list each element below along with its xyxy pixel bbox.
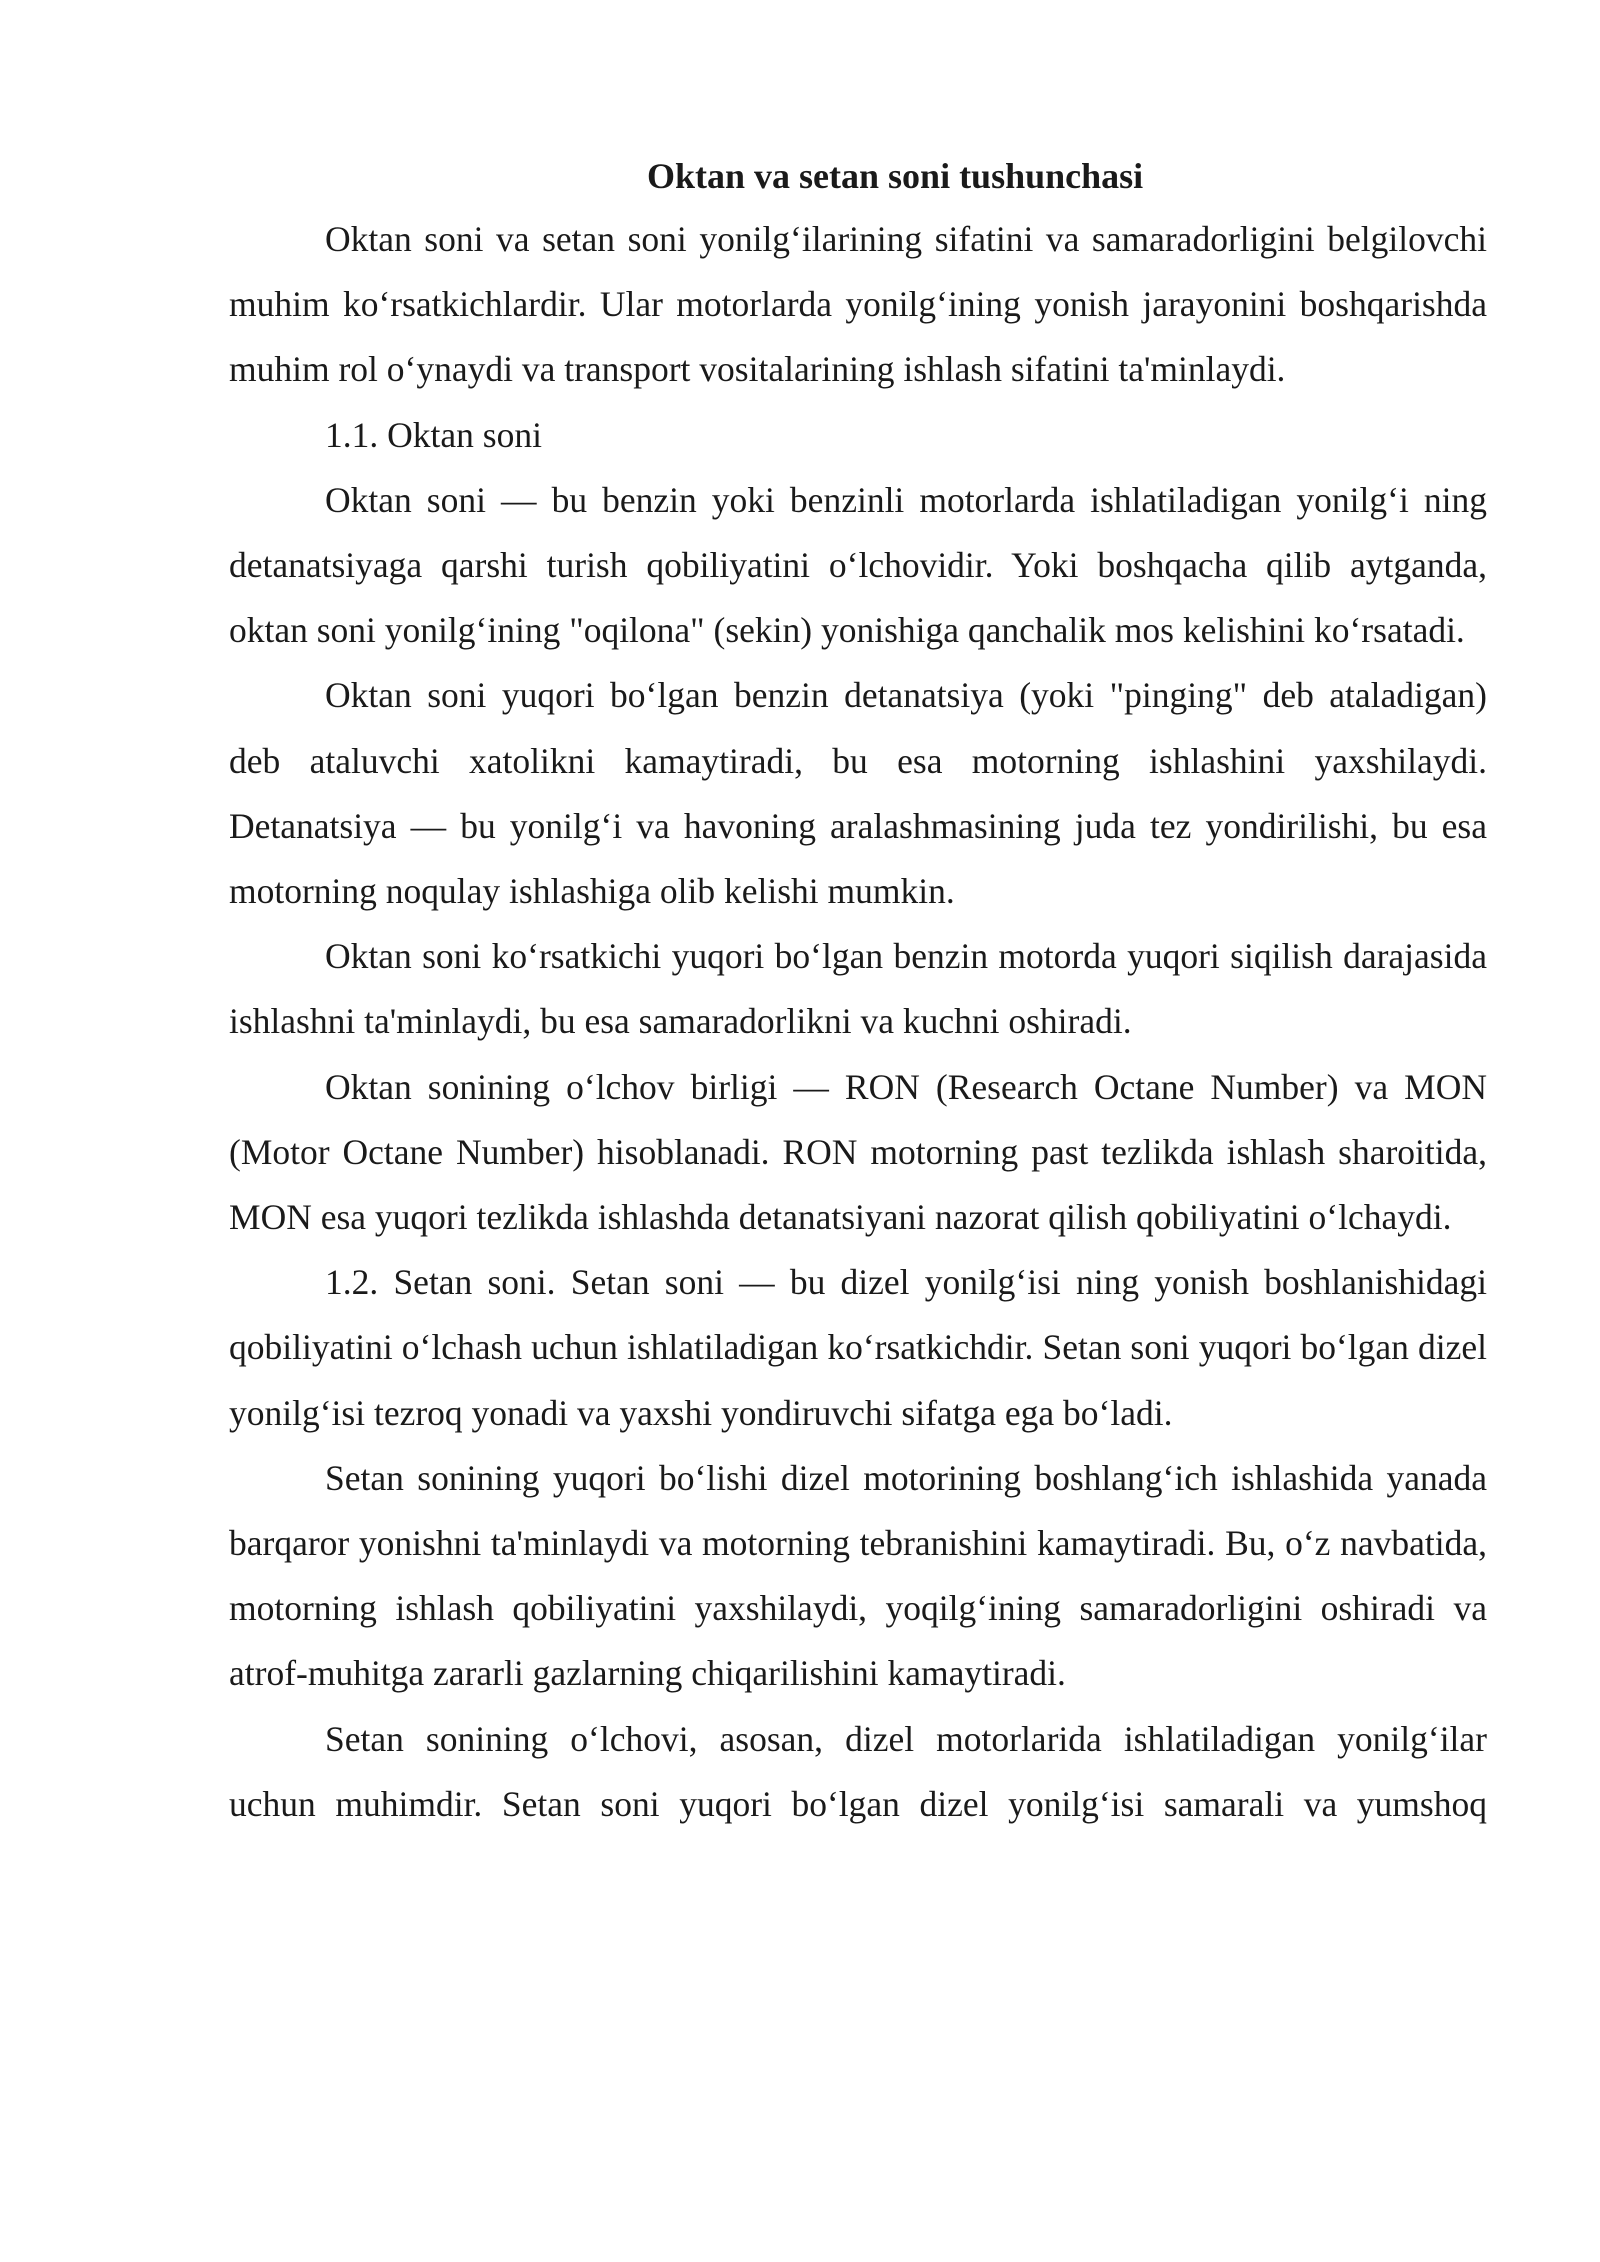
paragraph-oktan-detonation: Oktan soni yuqori bo‘lgan benzin detanatsiya (yoki "pinging" deb ataladigan) deb ataluvchi xatolikni kamaytiradi, bu esa motorning ishlashini yaxshilaydi. Detanatsiya — bu yonilg‘i va havoning aralashmasining juda tez yondirilishi, bu esa motorning noqulay ishlashiga olib kelishi mumkin. [229, 675, 1487, 912]
paragraph-oktan-definition: Oktan soni — bu benzin yoki benzinli motorlarda ishlatiladigan yonilg‘i ning detanatsiyaga qarshi turish qobiliyatini o‘lchovidir. Yoki boshqacha qilib aytganda, oktan soni yonilg‘ining "oqilona" (sekin) yonishiga qanchalik mos kelishini ko‘rsatadi. [229, 479, 1487, 651]
paragraph-oktan-units: Oktan sonining o‘lchov birligi — RON (Research Octane Number) va MON (Motor Octane Number) hisoblanadi. RON motorning past tezlikda ishlash sharoitida, MON esa yuqori tezlikda ishlashda detanatsiyani nazorat qilish qobiliyatini o‘lchaydi. [229, 1066, 1487, 1238]
paragraph-oktan-compression: Oktan soni ko‘rsatkichi yuqori bo‘lgan benzin motorda yuqori siqilish darajasida ishlashni ta'minlaydi, bu esa samaradorlikni va kuchni oshiradi. [229, 936, 1487, 1042]
document-body [229, 145, 1487, 1837]
paragraph-intro: Oktan soni va setan soni yonilg‘ilarining sifatini va samaradorligini belgilovchi muhim ko‘rsatkichlardir. Ular motorlarda yonilg‘ining yonish jarayonini boshqarishda muhim rol o‘ynaydi va transport vositalarining ishlash sifatini ta'minlaydi. [229, 219, 1487, 390]
paragraph-setan-definition: 1.2. Setan soni. Setan soni — bu dizel yonilg‘isi ning yonish boshlanishidagi qobiliyatini o‘lchash uchun ishlatiladigan ko‘rsatkichdir. Setan soni yuqori bo‘lgan dizel yonilg‘isi tezroq yonadi va yaxshi yondiruvchi sifatga ega bo‘ladi. [229, 1262, 1487, 1433]
paragraph-setan-benefits: Setan sonining yuqori bo‘lishi dizel motorining boshlang‘ich ishlashida yanada barqaror yonishni ta'minlaydi va motorning tebranishini kamaytiradi. Bu, o‘z navbatida, motorning ishlash qobiliyatini yaxshilaydi, yoqilg‘ining samaradorligini oshiradi va atrof-muhitga zararli gazlarning chiqarilishini kamaytiradi. [229, 1457, 1487, 1694]
document-title: Oktan va setan soni tushunchasi [647, 156, 1144, 196]
section-heading-oktan: 1.1. Oktan soni [325, 414, 542, 455]
paragraph-setan-measurement: Setan sonining o‘lchovi, asosan, dizel motorlarida ishlatiladigan yonilg‘ilar uchun muhimdir. Setan soni yuqori bo‘lgan dizel yonilg‘isi samarali va yumshoq [229, 1718, 1487, 1824]
